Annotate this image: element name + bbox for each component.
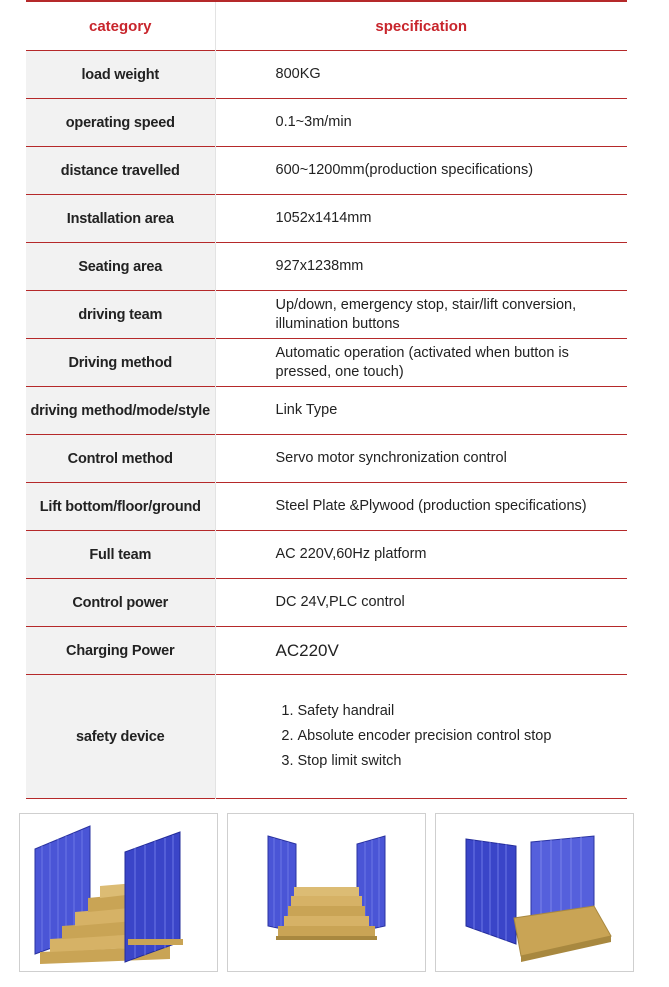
stair-lift-image (436, 814, 633, 971)
row-value: Servo motor synchronization control (275, 450, 507, 466)
row-key: Lift bottom/floor/ground (26, 483, 215, 531)
table-header-row (26, 1, 627, 51)
row-key: driving method/mode/style (26, 387, 215, 435)
row-key: Seating area (26, 243, 215, 291)
row-value: Up/down, emergency stop, stair/lift conversion, illumination buttons (275, 296, 577, 332)
row-key: distance travelled (26, 147, 215, 195)
row-key: driving team (26, 291, 215, 339)
row-value: AC 220V,60Hz platform (275, 546, 427, 562)
list-item: 3. Stop limit switch (298, 749, 620, 774)
table-row (26, 243, 627, 291)
row-key: load weight (26, 51, 215, 99)
product-photo-platform (435, 813, 634, 972)
row-key: Control power (26, 579, 215, 627)
product-photo-stairs-front (227, 813, 426, 972)
safety-list-cell (215, 675, 627, 799)
header-category: category (26, 1, 215, 51)
row-value: DC 24V,PLC control (275, 594, 405, 610)
table-row (26, 99, 627, 147)
row-key: Charging Power (26, 627, 215, 675)
table-row (26, 531, 627, 579)
table-row (26, 195, 627, 243)
header-specification: specification (215, 1, 627, 51)
row-value: 927x1238mm (275, 258, 364, 274)
spec-table (26, 0, 627, 799)
table-row (26, 627, 627, 675)
row-key: safety device (26, 675, 215, 799)
stair-lift-image (228, 814, 425, 971)
table-row (26, 51, 627, 99)
row-value: 800KG (275, 66, 321, 82)
safety-list (276, 699, 620, 774)
table-row (26, 147, 627, 195)
product-photo-stairs-perspective (19, 813, 218, 972)
table-row (26, 483, 627, 531)
row-key: Full team (26, 531, 215, 579)
table-row-safety (26, 675, 627, 799)
row-key: Installation area (26, 195, 215, 243)
table-row (26, 387, 627, 435)
row-value: AC220V (275, 641, 339, 660)
row-key: Driving method (26, 339, 215, 387)
table-row (26, 291, 627, 339)
row-value: 0.1~3m/min (275, 114, 352, 130)
stair-lift-image (20, 814, 217, 971)
row-key: operating speed (26, 99, 215, 147)
list-item: 1. Safety handrail (298, 699, 620, 724)
table-row (26, 435, 627, 483)
row-value: Automatic operation (activated when button is pressed, one touch) (275, 344, 569, 380)
row-value: 600~1200mm(production specifications) (275, 162, 534, 178)
list-item: 2. Absolute encoder precision control stop (298, 724, 620, 749)
row-value: 1052x1414mm (275, 210, 372, 226)
product-photos (19, 813, 634, 973)
row-value: Steel Plate &Plywood (production specifications) (275, 498, 587, 514)
row-value: Link Type (275, 402, 338, 418)
row-key: Control method (26, 435, 215, 483)
table-row (26, 339, 627, 387)
table-row (26, 579, 627, 627)
